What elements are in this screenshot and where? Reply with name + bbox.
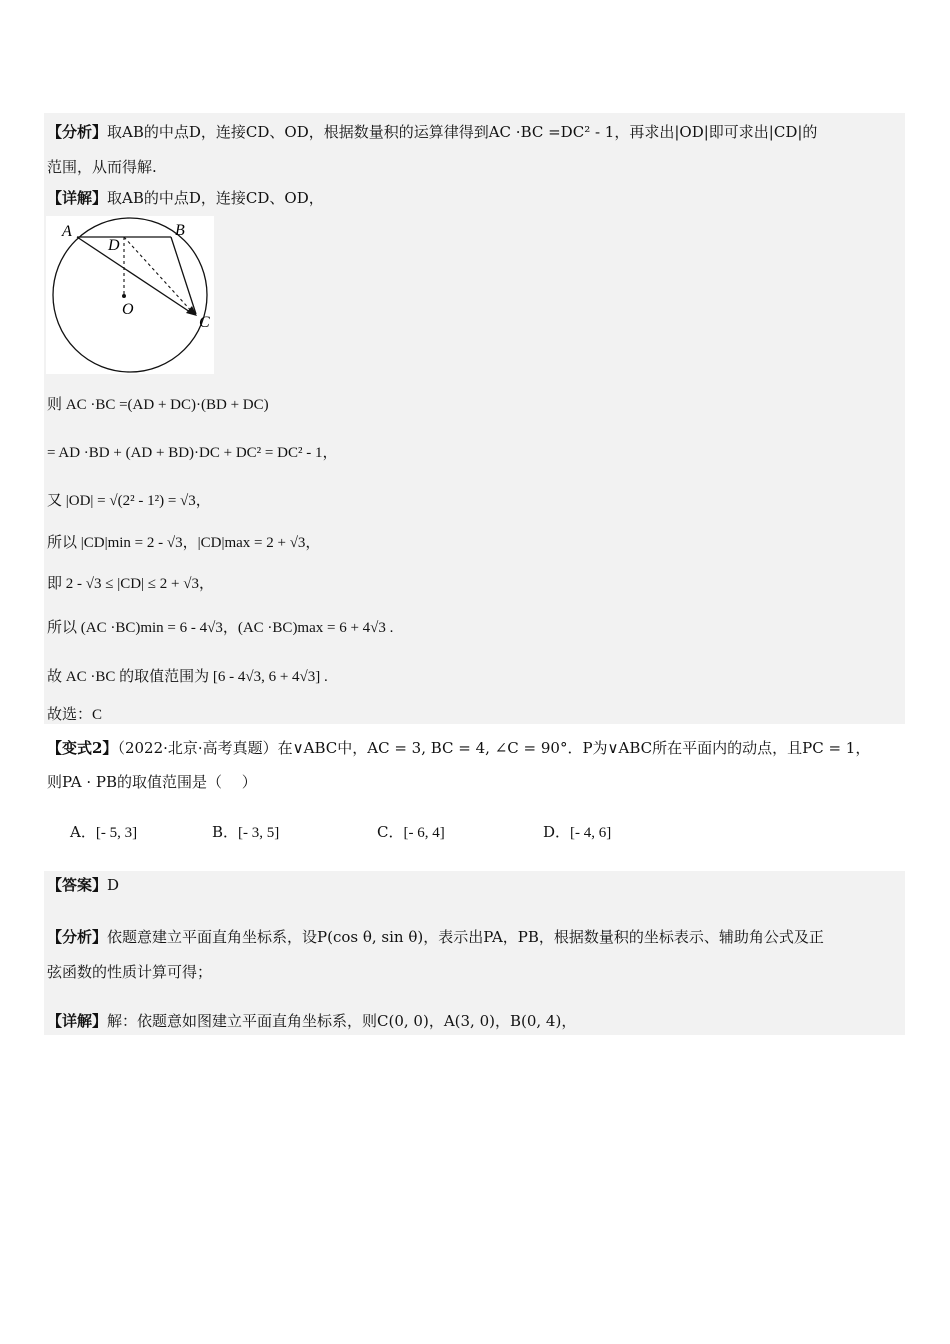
answer2-line: [47, 875, 119, 895]
label-o: O: [122, 301, 134, 318]
analysis2-tag: 【分析】: [47, 928, 108, 946]
analysis1-line1: [47, 122, 817, 142]
answer2-value: D: [107, 876, 120, 894]
segment-ac: [77, 237, 193, 314]
option-d-letter: D．: [543, 823, 571, 841]
option-b[interactable]: [212, 822, 279, 843]
detail1-tag: 【详解】: [47, 189, 108, 207]
label-b: B: [175, 222, 185, 239]
problem2-text2: 则PA · PB的取值范围是（ ）: [47, 773, 257, 791]
analysis2-line2: [47, 962, 212, 982]
step-6: 所以 (AC ·BC)min = 6 - 4√3，(AC ·BC)max = 6 + 4√3 .: [47, 620, 394, 636]
option-a[interactable]: [70, 822, 137, 843]
option-c[interactable]: [377, 822, 445, 843]
option-b-value: [- 3, 5]: [238, 825, 280, 841]
step-8: 故选：C: [47, 707, 103, 723]
detail1-text: 取AB的中点D，连接CD、OD，: [107, 189, 324, 207]
analysis2-line1: [47, 927, 824, 947]
point-o: [122, 294, 126, 298]
problem2-text1: 在∨ABC中，AC = 3, BC = 4, ∠C = 90°．P为∨ABC所在平面内的动点，且PC = 1，: [277, 739, 871, 757]
option-d-value: [- 4, 6]: [570, 825, 612, 841]
label-c: C: [199, 314, 210, 331]
step-3: 又 |OD| = √(2² - 1²) = √3，: [47, 493, 211, 509]
analysis1-text2: 范围，从而得解.: [47, 158, 157, 176]
detail2-line: [47, 1011, 576, 1031]
step-5: 即 2 - √3 ≤ |CD| ≤ 2 + √3，: [47, 576, 214, 592]
answer2-tag: 【答案】: [47, 876, 108, 894]
option-c-letter: C．: [377, 823, 404, 841]
step-1: 则 AC ·BC =(AD + DC)·(BD + DC): [47, 397, 269, 413]
circle-diagram: [46, 216, 214, 374]
problem2-line1: [47, 738, 870, 758]
detail2-text: 解：依题意如图建立平面直角坐标系，则C(0, 0)，A(3, 0)，B(0, 4)，: [107, 1012, 577, 1030]
label-a: A: [62, 223, 72, 240]
step-4: 所以 |CD|min = 2 - √3，|CD|max = 2 + √3，: [47, 535, 321, 551]
detail1-line: [47, 188, 324, 208]
option-d[interactable]: [543, 822, 611, 843]
analysis1-text1: 取AB的中点D，连接CD、OD，根据数量积的运算律得到AC ·BC =DC² - 1，再求出|OD|即可求出|CD|的: [107, 123, 818, 141]
option-c-value: [- 6, 4]: [403, 825, 445, 841]
analysis1-tag: 【分析】: [47, 123, 108, 141]
circle-outline: [53, 218, 207, 372]
detail2-tag: 【详解】: [47, 1012, 108, 1030]
problem2-line2: [47, 772, 257, 792]
option-b-letter: B．: [212, 823, 239, 841]
analysis2-text1: 依题意建立平面直角坐标系，设P(cos θ, sin θ)，表示出PA，PB，根据数量积的坐标表示、辅助角公式及正: [107, 928, 824, 946]
option-a-letter: A．: [70, 823, 96, 841]
circle-figure: [46, 216, 214, 374]
label-d: D: [108, 237, 120, 254]
step-7: 故 AC ·BC 的取值范围为 [6 - 4√3, 6 + 4√3] .: [47, 669, 328, 685]
problem2-source: （2022·北京·高考真题）: [117, 739, 278, 757]
step-2: = AD ·BD + (AD + BD)·DC + DC² = DC² - 1，: [47, 445, 338, 461]
analysis1-line2: [47, 157, 157, 177]
option-a-value: [- 5, 3]: [95, 825, 138, 841]
analysis2-text2: 弦函数的性质计算可得；: [47, 963, 213, 981]
problem2-tag: 【变式2】: [47, 739, 118, 757]
